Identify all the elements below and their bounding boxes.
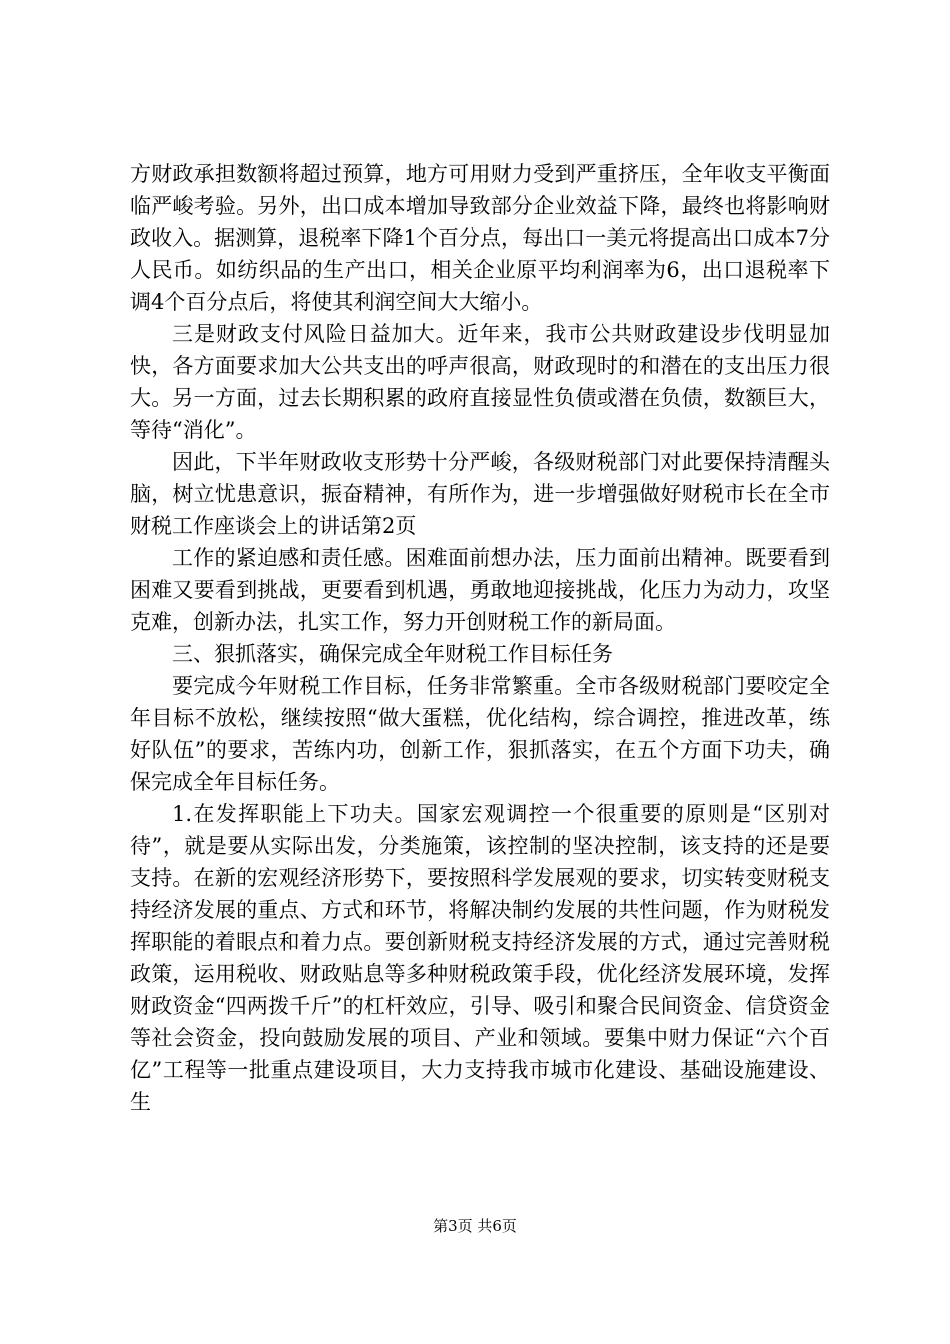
page-number-label: 第3页 共6页 (433, 1217, 517, 1235)
body-text (130, 158, 830, 1118)
section-heading-three: 三、狠抓落实，确保完成全年财税工作目标任务 (172, 642, 613, 666)
paragraph-fiscal-risk: 三是财政支付风险日益加大。近年来，我市公共财政建设步伐明显加快，各方面要求加大公共支出的呼声很高，财政现时的和潜在的支出压力很大。另一方面，过去长期积累的政府直接显性负债或潜在负债，数额巨大，等待“消化”。 (130, 322, 830, 442)
page-footer (0, 1216, 950, 1236)
paragraph-item-one: 1.在发挥职能上下功夫。国家宏观调控一个很重要的原则是“区别对待”，就是要从实际出发，分类施策，该控制的坚决控制，该支持的还是要支持。在新的宏观经济形势下，要按照科学发展观的要求，切实转变财税支持经济发展的重点、方式和环节，将解决制约发展的共性问题，作为财税发挥职能的着眼点和着力点。要创新财税支持经济发展的方式，通过完善财税政策，运用税收、财政贴息等多种财税政策手段，优化经济发展环境，发挥财政资金“四两拨千斤”的杠杆效应，引导、吸引和聚合民间资金、信贷资金等社会资金，投向鼓励发展的项目、产业和领域。要集中财力保证“六个百亿”工程等一批重点建设项目，大力支持我市城市化建设、基础设施建设、生 (130, 802, 830, 1114)
paragraph-annual-targets: 要完成今年财税工作目标，任务非常繁重。全市各级财税部门要咬定全年目标不放松，继续按照“做大蛋糕，优化结构，综合调控，推进改革，练好队伍”的要求，苦练内功，创新工作，狠抓落实，在五个方面下功夫，确保完成全年目标任务。 (130, 674, 830, 794)
paragraph-urgency: 工作的紧迫感和责任感。困难面前想办法，压力面前出精神。既要看到困难又要看到挑战，更要看到机遇，勇敢地迎接挑战，化压力为动力，攻坚克难，创新办法，扎实工作，努力开创财税工作的新局面。 (130, 546, 830, 634)
paragraph-therefore: 因此，下半年财政收支形势十分严峻，各级财税部门对此要保持清醒头脑，树立忧患意识，振奋精神，有所作为，进一步增强做好财税市长在全市财税工作座谈会上的讲话第2页 (130, 450, 830, 538)
paragraph-continuation: 方财政承担数额将超过预算，地方可用财力受到严重挤压，全年收支平衡面临严峻考验。另外，出口成本增加导致部分企业效益下降，最终也将影响财政收入。据测算，退税率下降1个百分点，每出口一美元将提高出口成本7分人民币。如纺织品的生产出口，相关企业原平均利润率为6，出口退税率下调4个百分点后，将使其利润空间大大缩小。 (130, 162, 830, 314)
